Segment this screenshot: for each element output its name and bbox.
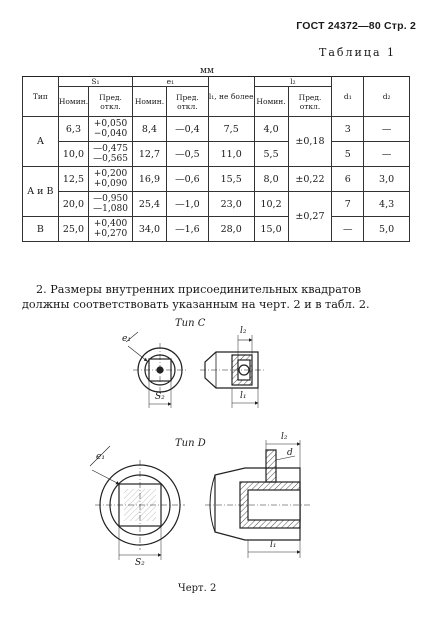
cell-s-nom: 20,0: [58, 192, 88, 217]
cell-d1: 5: [332, 142, 364, 167]
cell-e-tol: —1,6: [166, 217, 208, 242]
dim-e1-c: e₁: [122, 334, 131, 344]
cell-e-nom: 16,9: [133, 167, 167, 192]
cell-s-upper: +0,200: [93, 169, 128, 179]
type-d-label: Тип D: [175, 438, 206, 449]
cell-l2-nom: 4,0: [254, 117, 288, 142]
cell-e-nom: 8,4: [133, 117, 167, 142]
cell-d2: 4,3: [364, 192, 410, 217]
page-header: ГОСТ 24372—80 Стр. 2: [296, 20, 416, 32]
cell-e-nom: 12,7: [133, 142, 167, 167]
cell-s-lower: +0,270: [93, 229, 128, 239]
dim-s2-d: S₂: [135, 558, 145, 568]
header-s1-tol: Пред. откл.: [89, 87, 133, 117]
header-l2: l₂: [254, 77, 332, 87]
header-l2-nom: Номин.: [254, 87, 288, 117]
cell-s-upper: +0,050: [93, 119, 128, 129]
header-d2: d₂: [364, 77, 410, 117]
cell-l1: 23,0: [208, 192, 254, 217]
type-c-label: Тип C: [175, 318, 206, 329]
cell-e-nom: 25,4: [133, 192, 167, 217]
cell-l2-tol: ±0,18: [288, 117, 332, 167]
cell-s-upper: +0,400: [93, 219, 128, 229]
cell-s-lower: +0,090: [93, 179, 128, 189]
header-e1: e₁: [133, 77, 209, 87]
cell-l2-nom: 15,0: [254, 217, 288, 242]
paragraph-2: 2. Размеры внутренних присоединительных квадратов должны соответствовать указанным на черт. 2 и в табл. 2.: [22, 283, 370, 311]
cell-type: A: [23, 117, 59, 167]
cell-d1: 7: [332, 192, 364, 217]
cell-e-tol: —0,5: [166, 142, 208, 167]
dim-s2-c: S₂: [155, 392, 165, 402]
cell-d1: 6: [332, 167, 364, 192]
header-l2-tol: Пред. откл.: [288, 87, 332, 117]
table-title: Таблица 1: [319, 46, 396, 59]
dim-d-d: d: [287, 448, 293, 458]
header-e1-tol: Пред. откл.: [166, 87, 208, 117]
cell-d2: 5,0: [364, 217, 410, 242]
cell-type: A и B: [23, 167, 59, 217]
cell-l2-tol: ±0,22: [288, 167, 332, 192]
cell-type: B: [23, 217, 59, 242]
header-type: Тип: [23, 77, 59, 117]
cell-l2-tol: ±0,27: [288, 192, 332, 242]
header-e1-nom: Номин.: [133, 87, 167, 117]
cell-d2: 3,0: [364, 167, 410, 192]
cell-s-lower: —1,080: [93, 204, 128, 214]
header-l1: l₁, не более: [208, 77, 254, 117]
cell-l1: 11,0: [208, 142, 254, 167]
type-d-side-view: [205, 440, 310, 558]
cell-l2-nom: 10,2: [254, 192, 288, 217]
type-c-side-view: [200, 335, 265, 408]
dim-l1-c: l₁: [240, 391, 247, 401]
cell-l2-nom: 5,5: [254, 142, 288, 167]
cell-l1: 15,5: [208, 167, 254, 192]
cell-d1: —: [332, 217, 364, 242]
cell-s-nom: 10,0: [58, 142, 88, 167]
cell-s-nom: 12,5: [58, 167, 88, 192]
dim-l2-c: l₂: [240, 326, 247, 336]
cell-s-upper: —0,475: [93, 144, 128, 154]
header-d1: d₁: [332, 77, 364, 117]
figure-caption: Черт. 2: [178, 583, 217, 594]
dim-l1-d: l₁: [270, 540, 277, 550]
type-d-front-view: [90, 446, 185, 560]
cell-e-tol: —1,0: [166, 192, 208, 217]
cell-l2-nom: 8,0: [254, 167, 288, 192]
units-label: мм: [200, 66, 215, 76]
dim-e1-d: e₁: [96, 452, 105, 462]
cell-e-nom: 34,0: [133, 217, 167, 242]
header-s1: S₁: [58, 77, 132, 87]
cell-d2: —: [364, 117, 410, 142]
cell-l1: 7,5: [208, 117, 254, 142]
cell-s-upper: —0,950: [93, 194, 128, 204]
cell-l1: 28,0: [208, 217, 254, 242]
cell-s-nom: 6,3: [58, 117, 88, 142]
cell-s-lower: —0,565: [93, 154, 128, 164]
header-s1-nom: Номин.: [58, 87, 88, 117]
cell-d2: —: [364, 142, 410, 167]
dim-l2-d: l₂: [281, 432, 288, 442]
cell-e-tol: —0,6: [166, 167, 208, 192]
cell-e-tol: —0,4: [166, 117, 208, 142]
cell-d1: 3: [332, 117, 364, 142]
cell-s-lower: −0,040: [93, 129, 128, 139]
cell-s-nom: 25,0: [58, 217, 88, 242]
